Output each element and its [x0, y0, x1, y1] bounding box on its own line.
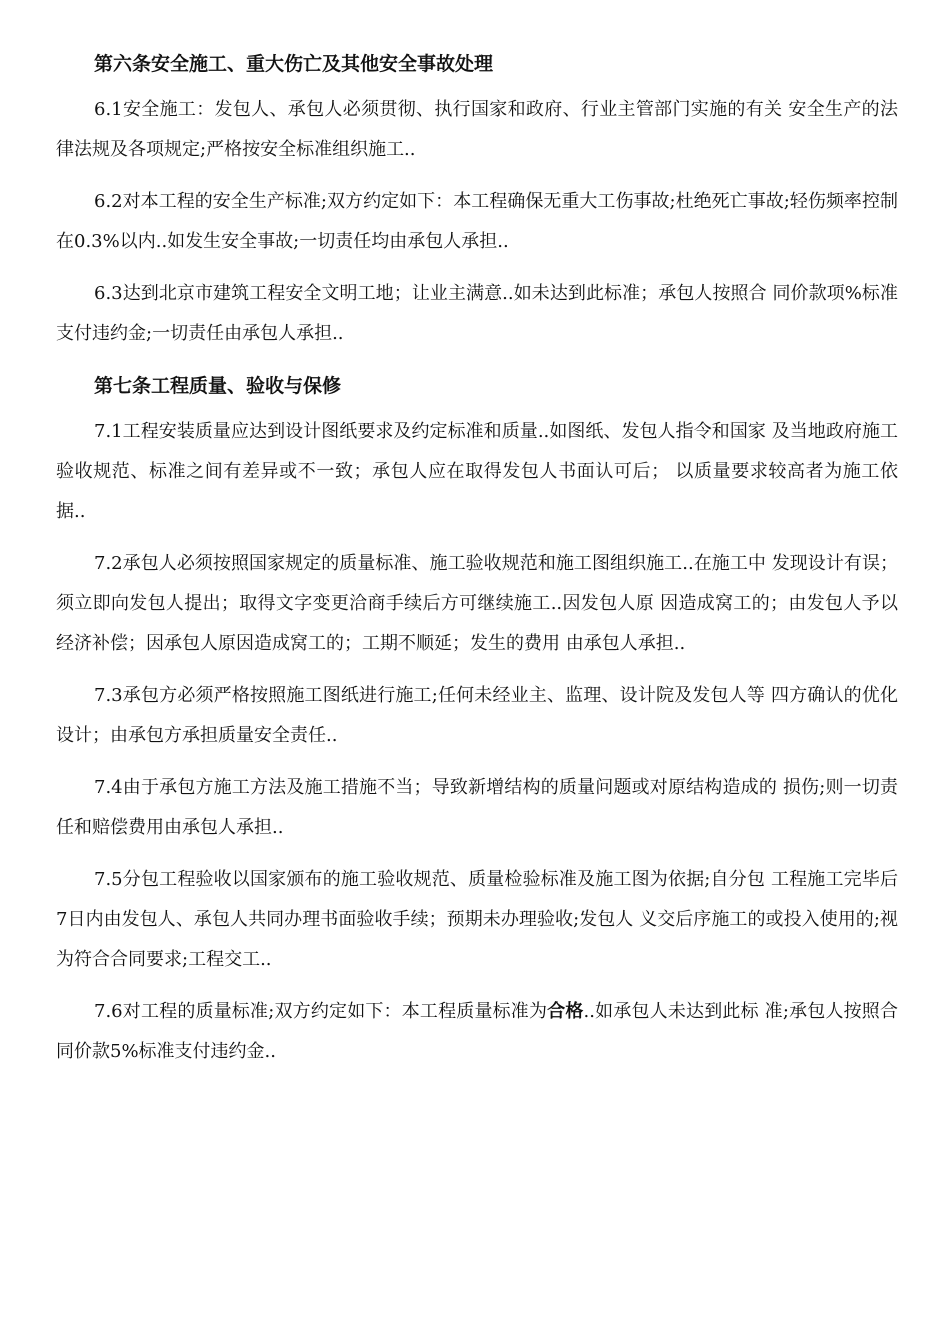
clause-7-3: 7.3承包方必须严格按照施工图纸进行施工;任何未经业主、监理、设计院及发包人等 四方确认的优化设计；由承包方承担质量安全责任.. — [56, 685, 898, 746]
clause-7-1: 7.1工程安装质量应达到设计图纸要求及约定标准和质量..如图纸、发包人指令和国家 及当地政府施工验收规范、标准之间有差异或不一致；承包人应在取得发包人书面认可后； 以质量要求较高者为施工依据.. — [56, 421, 898, 522]
section-6-heading: 第六条安全施工、重大伤亡及其他安全事故处理 — [94, 53, 494, 75]
clause-7-6-text-after: ..如承包人未达到此标 准;承包人按照合同价款5%标准支付违约金.. — [56, 1001, 898, 1062]
clause-6-2: 6.2对本工程的安全生产标准;双方约定如下：本工程确保无重大工伤事故;杜绝死亡事故;轻伤频率控制在0.3%以内..如发生安全事故;一切责任均由承包人承担.. — [56, 191, 898, 252]
clause-6-3: 6.3达到北京市建筑工程安全文明工地；让业主满意..如未达到此标准；承包人按照合 同价款项%标准支付违约金;一切责任由承包人承担.. — [56, 283, 898, 344]
quality-standard-emphasis: 合格 — [547, 1001, 584, 1022]
clause-7-6 — [56, 992, 898, 1072]
clause-7-2: 7.2承包人必须按照国家规定的质量标准、施工验收规范和施工图组织施工..在施工中 发现设计有误；须立即向发包人提出；取得文字变更洽商手续后方可继续施工..因发包人原 因造成窝工的；由发包人予以经济补偿；因承包人原因造成窝工的；工期不顺延；发生的费用 由承包人承担.. — [56, 553, 898, 654]
clause-7-4: 7.4由于承包方施工方法及施工措施不当；导致新增结构的质量问题或对原结构造成的 损伤;则一切责任和赔偿费用由承包人承担.. — [56, 777, 898, 838]
clause-7-5: 7.5分包工程验收以国家颁布的施工验收规范、质量检验标准及施工图为依据;自分包 工程施工完毕后7日内由发包人、承包人共同办理书面验收手续；预期未办理验收;发包人 义交后序施工的或投入使用的;视为符合合同要求;工程交工.. — [56, 869, 898, 970]
clause-7-6-text-before: 7.6对工程的质量标准;双方约定如下：本工程质量标准为 — [94, 1001, 548, 1022]
section-7-heading: 第七条工程质量、验收与保修 — [94, 375, 342, 397]
document-page — [56, 44, 898, 1084]
clause-6-1: 6.1安全施工：发包人、承包人必须贯彻、执行国家和政府、行业主管部门实施的有关 安全生产的法律法规及各项规定;严格按安全标准组织施工.. — [56, 99, 898, 160]
